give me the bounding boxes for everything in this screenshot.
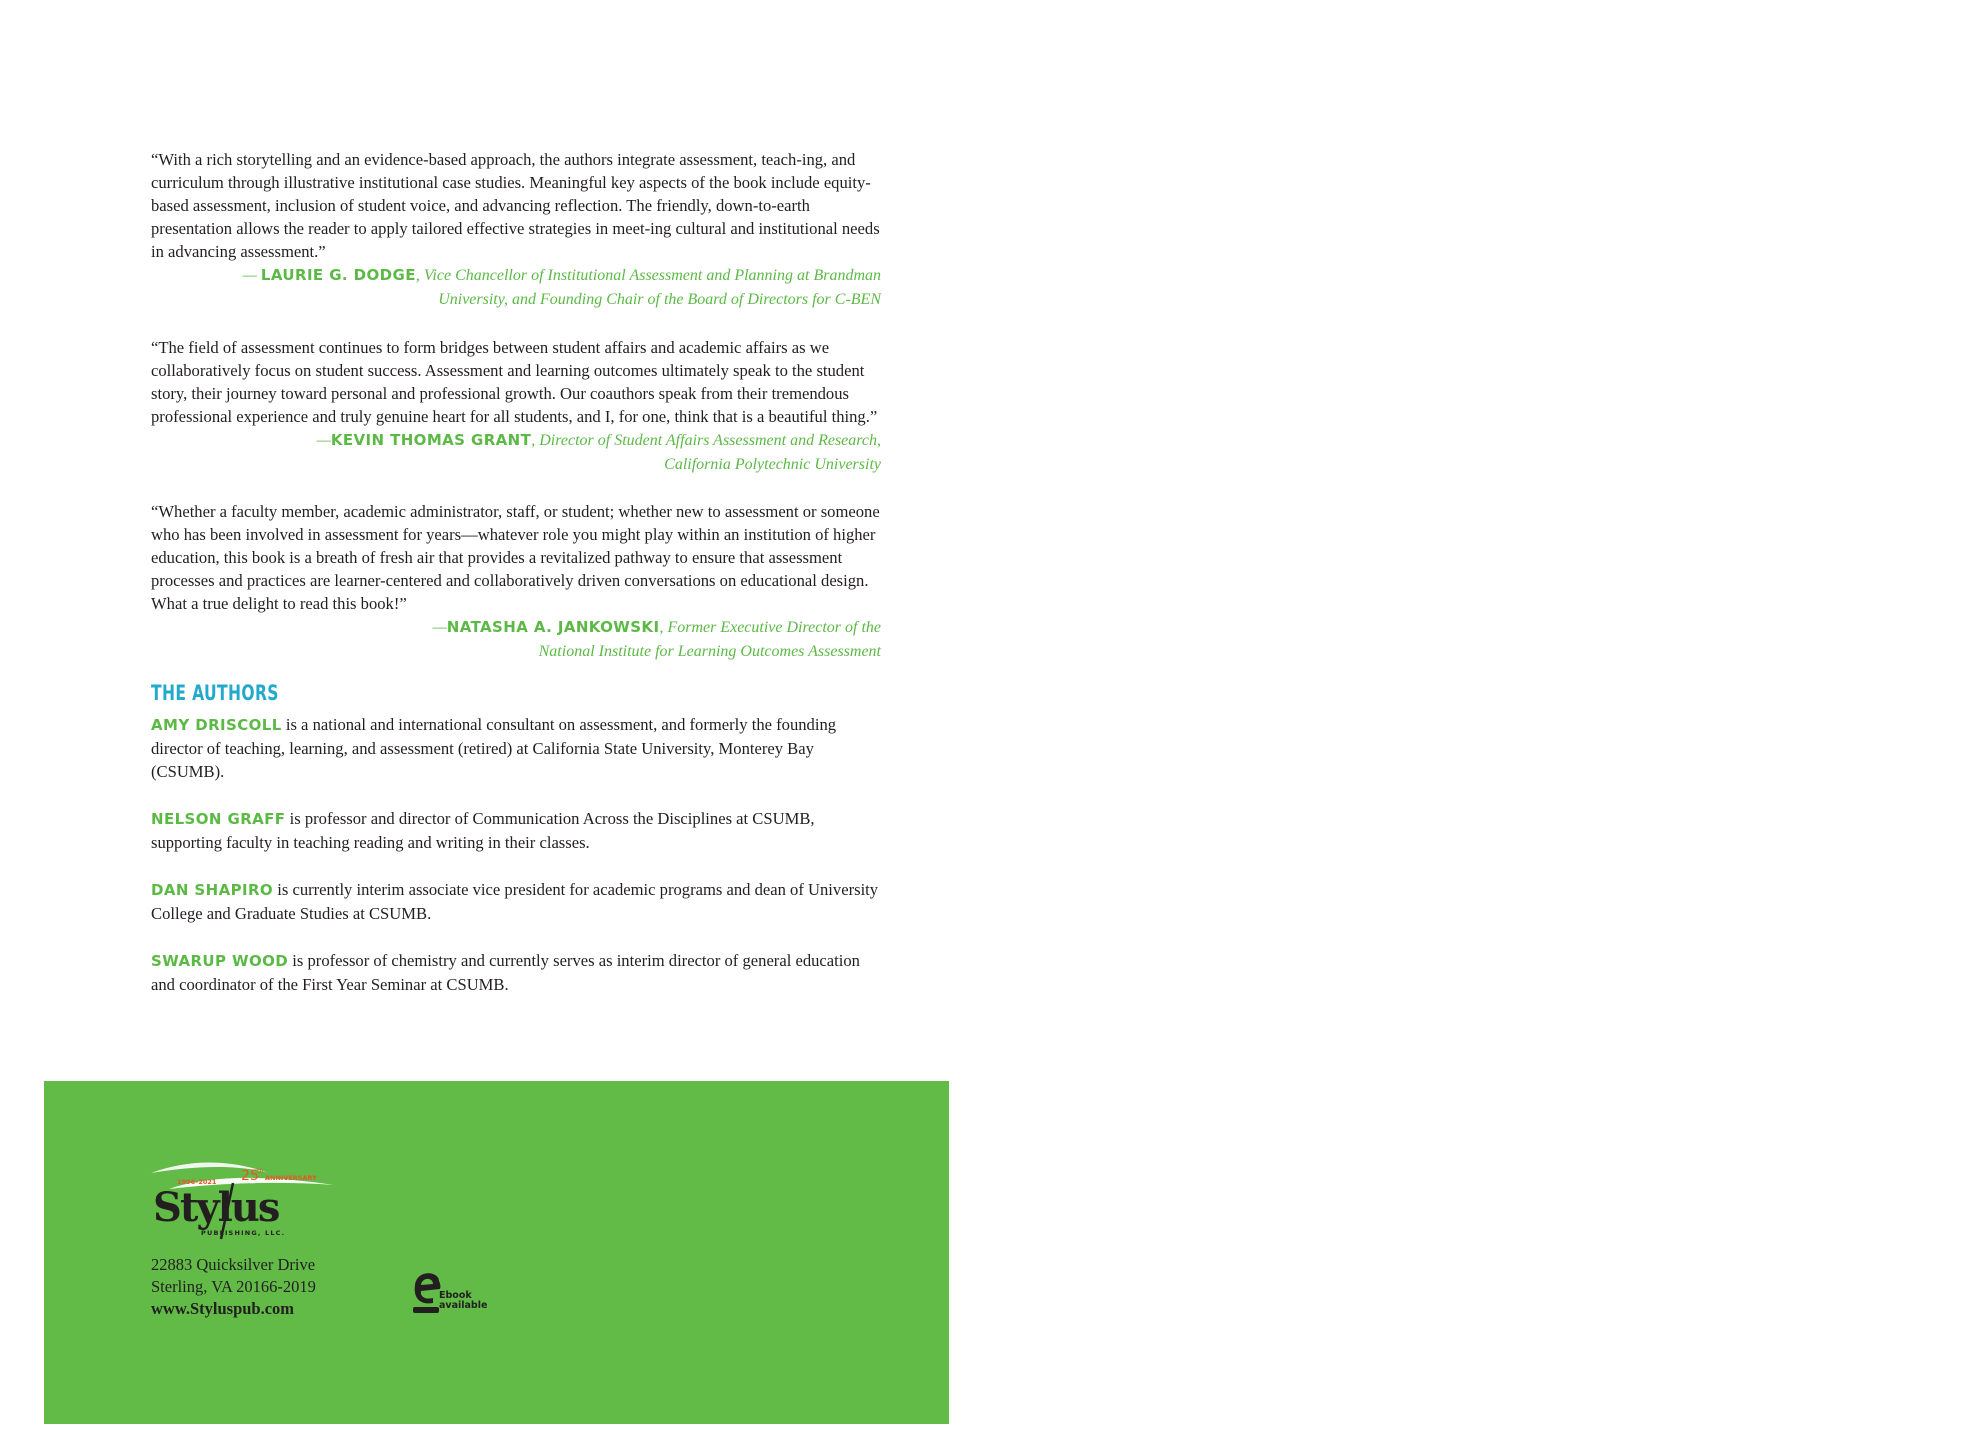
endorser-title-line1: , Vice Chancellor of Institutional Assessment and Planning at Brandman — [415, 267, 881, 284]
ebook-available-badge — [409, 1267, 489, 1317]
endorsement-3 — [151, 500, 881, 664]
author-bio-text: is professor of chemistry and currently serves as interim director of general education and coordinator of the First Year Seminar at CSUMB. — [151, 951, 860, 994]
logo-anniversary-word: ANNIVERSARY — [265, 1174, 317, 1182]
endorsement-2 — [151, 336, 881, 477]
authors-heading: THE AUTHORS — [151, 681, 279, 705]
endorsement-attribution — [151, 615, 881, 664]
endorsement-attribution — [151, 428, 881, 477]
endorser-name: LAURIE G. DODGE — [260, 266, 416, 284]
back-cover-content — [151, 148, 881, 1020]
attribution-dash: — — [316, 432, 331, 449]
logo-subtitle: PUBLISHING, LLC. — [201, 1229, 286, 1237]
endorsement-quote: “With a rich storytelling and an evidence-based approach, the authors integrate assessment, teach-ing, and curriculum through illustrative institutional case studies. Meaningful key aspects of the book include equity-based assessment, inclusion of student voice, and advancing reflection. The friendly, down-to-earth presentation allows the reader to apply tailored effective strategies in meet-ing cultural and institutional needs in advancing assessment.” — [151, 150, 880, 261]
endorser-title-line1: , Former Executive Director of the — [659, 619, 881, 636]
endorser-name: NATASHA A. JANKOWSKI — [446, 618, 660, 636]
endorsement-quote: “The field of assessment continues to form bridges between student affairs and academic affairs as we collaboratively focus on student success. Assessment and learning outcomes ultimately speak to the student story, their journey toward personal and professional growth. Our coauthors speak from their tremendous professional experience and truly genuine heart for all students, and I, for one, think that is a beautiful thing.” — [151, 338, 878, 426]
stylus-publishing-logo — [149, 1161, 339, 1251]
logo-anniversary-number: 25 — [241, 1168, 259, 1184]
author-name: AMY DRISCOLL — [151, 716, 282, 734]
author-bio — [151, 713, 881, 783]
author-bio-text: is a national and international consultant on assessment, and formerly the founding director of teaching, learning, and assessment (retired) at California State University, Monterey Bay (CSUMB). — [151, 715, 837, 781]
ebook-label — [439, 1291, 499, 1311]
endorsement-1 — [151, 148, 881, 312]
logo-wordmark: Stylus — [153, 1184, 279, 1231]
attribution-dash: — — [432, 619, 447, 636]
ebook-label-line2: available — [439, 1300, 488, 1311]
author-name: DAN SHAPIRO — [151, 881, 274, 899]
address-street: 22883 Quicksilver Drive — [151, 1255, 316, 1274]
endorsement-quote: “Whether a faculty member, academic administrator, staff, or student; whether new to assessment or someone who has been involved in assessment for years—whatever role you might play within an institution of higher education, this book is a breath of fresh air that provides a revitalized pathway to ensure that assessment processes and practices are learner-centered and collaboratively driven conversations on educational design. What a true delight to read this book!” — [151, 502, 880, 613]
address-city: Sterling, VA 20166-2019 — [151, 1277, 316, 1296]
endorser-title-line2: National Institute for Learning Outcomes Assessment — [538, 643, 881, 660]
author-name: SWARUP WOOD — [151, 952, 289, 970]
publisher-footer-band — [44, 1081, 949, 1424]
attribution-dash: — — [242, 267, 261, 284]
ebook-label-line1: Ebook — [439, 1290, 472, 1301]
author-bio — [151, 878, 881, 925]
logo-anniversary-superscript: th — [257, 1168, 264, 1175]
logo-years: 1996–2021 — [177, 1178, 217, 1186]
author-name: NELSON GRAFF — [151, 810, 286, 828]
publisher-address — [151, 1254, 316, 1320]
author-bio-text: is professor and director of Communication Across the Disciplines at CSUMB, supporting faculty in teaching reading and writing in their classes. — [151, 809, 815, 852]
endorser-title-line1: , Director of Student Affairs Assessment and Research, — [531, 432, 881, 449]
endorser-name: KEVIN THOMAS GRANT — [330, 431, 532, 449]
endorser-title-line2: California Polytechnic University — [664, 456, 881, 473]
author-bio — [151, 949, 881, 996]
publisher-website-link[interactable]: www.Styluspub.com — [151, 1299, 295, 1318]
author-bio-text: is currently interim associate vice president for academic programs and dean of University College and Graduate Studies at CSUMB. — [151, 880, 879, 923]
endorsement-attribution — [151, 263, 881, 312]
author-bio — [151, 807, 881, 854]
endorser-title-line2: University, and Founding Chair of the Board of Directors for C-BEN — [438, 291, 881, 308]
